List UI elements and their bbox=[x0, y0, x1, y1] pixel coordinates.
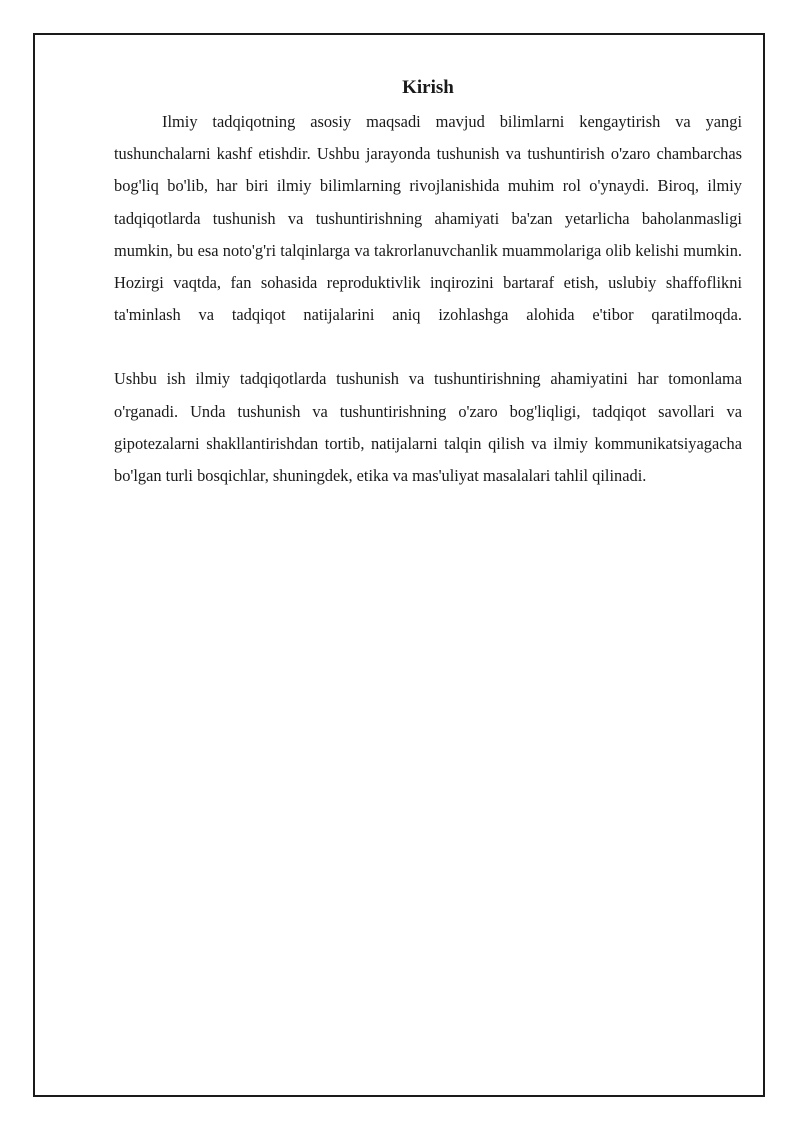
paragraph-intro: Ilmiy tadqiqotning asosiy maqsadi mavjud bilimlarni kengaytirish va yangi tushunchalarni kashf etishdir. Ushbu jarayonda tushunish va tushuntirish o'zaro chambarchas bog'liq bo'lib, har biri ilmiy bilimlarning rivojlanishida muhim rol o'ynaydi. Biroq, ilmiy tadqiqotlarda tushunish va tushuntirishning ahamiyati ba'zan yetarlicha baholanmasligi mumkin, bu esa noto'g'ri talqinlarga va takrorlanuvchanlik muammolariga olib kelishi mumkin. Hozirgi vaqtda, fan sohasida reproduktivlik inqirozini bartaraf etish, uslubiy shaffoflikni ta'minlash va tadqiqot natijalarini aniq izohlashga alohida e'tibor qaratilmoqda. bbox=[114, 112, 742, 325]
document-title: Kirish bbox=[402, 77, 454, 98]
paragraph-scope: Ushbu ish ilmiy tadqiqotlarda tushunish va tushuntirishning ahamiyatini har tomonlama o'rganadi. Unda tushunish va tushuntirishning o'zaro bog'liqligi, tadqiqot savollari va gipotezalarni shakllantirishdan tortib, natijalarni talqin qilish va ilmiy kommunikatsiyagacha bo'lgan turli bosqichlar, shuningdek, etika va mas'uliyat masalalari tahlil qilinadi. bbox=[114, 369, 742, 486]
document-body bbox=[114, 74, 742, 492]
